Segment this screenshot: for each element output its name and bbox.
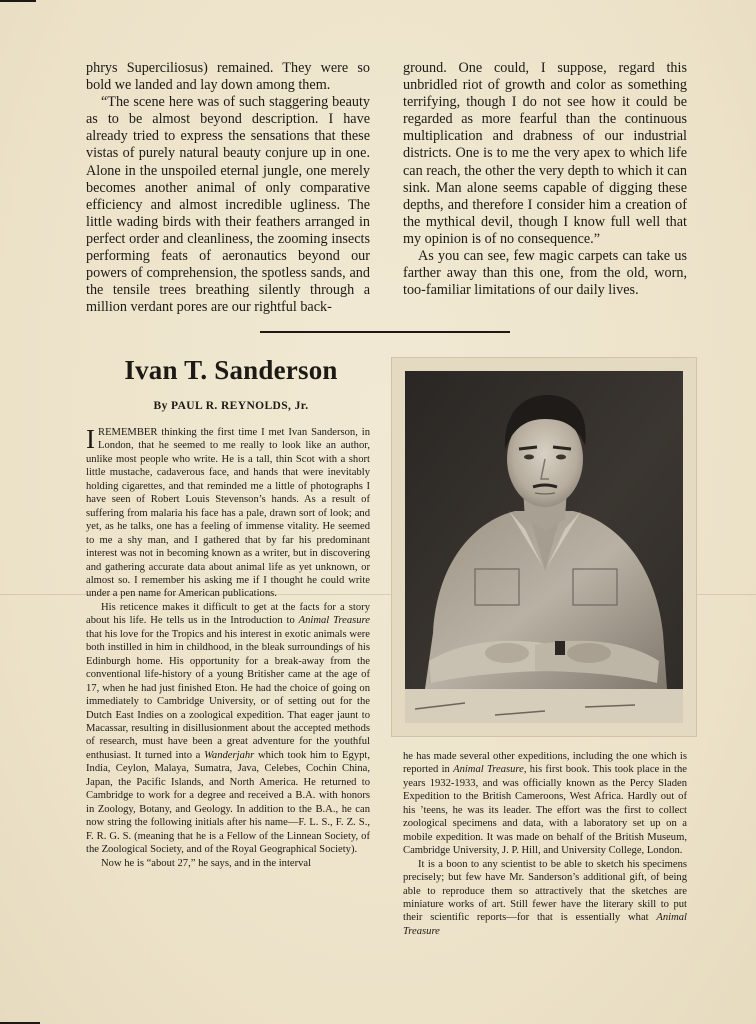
portrait-photo [405,371,683,723]
book-title: Animal Treasure [453,764,524,776]
italic-term: Wanderjahr [204,749,255,761]
top-left-column [86,60,370,316]
paragraph-text: It is a boon to any scientist to be able to sketch his specimens precisely; but few have Mr. Sanderson’s additional gift, of being able to reproduce them so attractively that the sketches are miniature works of art. Still fewer have the literary skill to put their scientific reports—for that is essentially what [403,858,687,924]
right-body-column [403,750,687,938]
paragraph [86,601,370,857]
portrait-photo-frame [392,358,696,736]
top-right-column [403,60,687,299]
paragraph: “The scene here was of such staggering beauty as to be almost beyond description. I have already tried to express the sensations that these vistas of purely natural beauty conjure up in one. Alone in the unspoiled eternal jungle, one merely becomes another animal of only comparative efficiency and almost incredible ugliness. The little wading birds with their feathers arranged in perfect order and cleanliness, the zooming insects performing feats of aeronautics beyond our powers of comprehension, the spotless sands, and the tensile trees breathing silently through a million verdant pores are our rightful back- [86,94,370,316]
paragraph-text: that his love for the Tropics and his interest in exotic animals were both instilled in him in childhood, in the bleak surroundings of his Edinburgh home. His opportunity for a break-away from the conventional life-history of a young Britisher came at the age of 17, when he had just finished Eton. He had the choice of going on immediately to Cambridge University, or of setting out for the Dutch East Indies on a zoological expedition. That eager jaunt to Macassar, resulting in disillusionment about the accepted methods of research, must have been a great adventure for the youthful enthusiast. It turned into a [86,628,370,761]
paragraph-text: which took him to Egypt, India, Ceylon, Malaya, Sumatra, Java, Celebes, Cochin China, Japan, the Pacific Islands, and North America. He returned to Cambridge to work for a degree and received a B.A. with honors in Zoology, Botany, and Geology. In addition to the B.A., he can now string the following initials after his name—F. L. S., F. Z. S., F. R. G. S. (meaning that he is a Fellow of the Linnean Society, of the Zoological Society, and of the Royal Geographical Society). [86,749,371,856]
paragraph: ground. One could, I suppose, regard this unbridled riot of growth and color as something terrifying, though I do not see how it could be regarded as more fearful than the continuous multiplication and drabness of our industrial districts. One is to me the very apex to which life can reach, the other the very depth to which it can sink. Man alone seems capable of digging these depths, and therefore I consider him a creation of the mythical devil, though I know full well that my opinion is of no consequence.” [403,60,687,247]
paragraph-text: His reticence makes it difficult to get at the facts for a story about his life. He tells us in the Introduction to [86,601,370,627]
book-title: Animal Treasure [403,912,687,937]
paragraph: phrys Superciliosus) remained. They were so bold we landed and lay down among them. [86,60,370,94]
article-title: Ivan T. Sanderson [124,355,338,385]
paragraph-text: REMEMBER thinking the first time I met Ivan Sanderson, in London, that he seemed to me really to look like an author, unlike most people who write. He is a tall, thin Scot with a short little mustache, cadaverous face, and hands that were inevitably holding cigarettes, and that reminded me a little of photographs I have seen of Robert Louis Stevenson’s hands. As a result of suffering from malaria his face has a pale, drawn sort of look; and yet, as he talks, one has a feeling of immense vitality. He seemed to me a shy man, and I gathered that by far his predominant interest was not in becoming known as a writer, but in discovering and gathering accurate data about animal life as yet unknown, or almost so. I remember his asking me if I thought he could write under a pen name for American publications. [86,427,370,600]
book-title: Animal Treasure [298,615,370,627]
paragraph [403,858,687,939]
paragraph [86,426,370,601]
drop-cap: I [86,424,95,454]
section-divider [260,331,510,333]
paragraph-text: he has made several other expeditions, including the one which is reported in [403,751,687,776]
paragraph: As you can see, few magic carpets can take us farther away than this one, from the old, worn, too-familiar limitations of our daily lives. [403,248,687,299]
paragraph [403,750,687,858]
article-byline: By PAUL R. REYNOLDS, Jr. [153,400,309,412]
paragraph: Now he is “about 27,” he says, and in the interval [101,857,312,869]
corner-mark [0,0,36,2]
left-body-column [86,426,370,870]
paragraph-text: , his first book. This took place in the years 1932-1933, and was officially known as the Percy Sladen Expedition to the British Cameroons, West Africa. Hardly out of his ’teens, he was its leader. The effort was the first to collect zoological specimens and data, with a laboratory set up on a mobile expedition. It was made on behalf of the British Museum, Cambridge University, J. P. Hill, and University College, London. [403,764,687,857]
